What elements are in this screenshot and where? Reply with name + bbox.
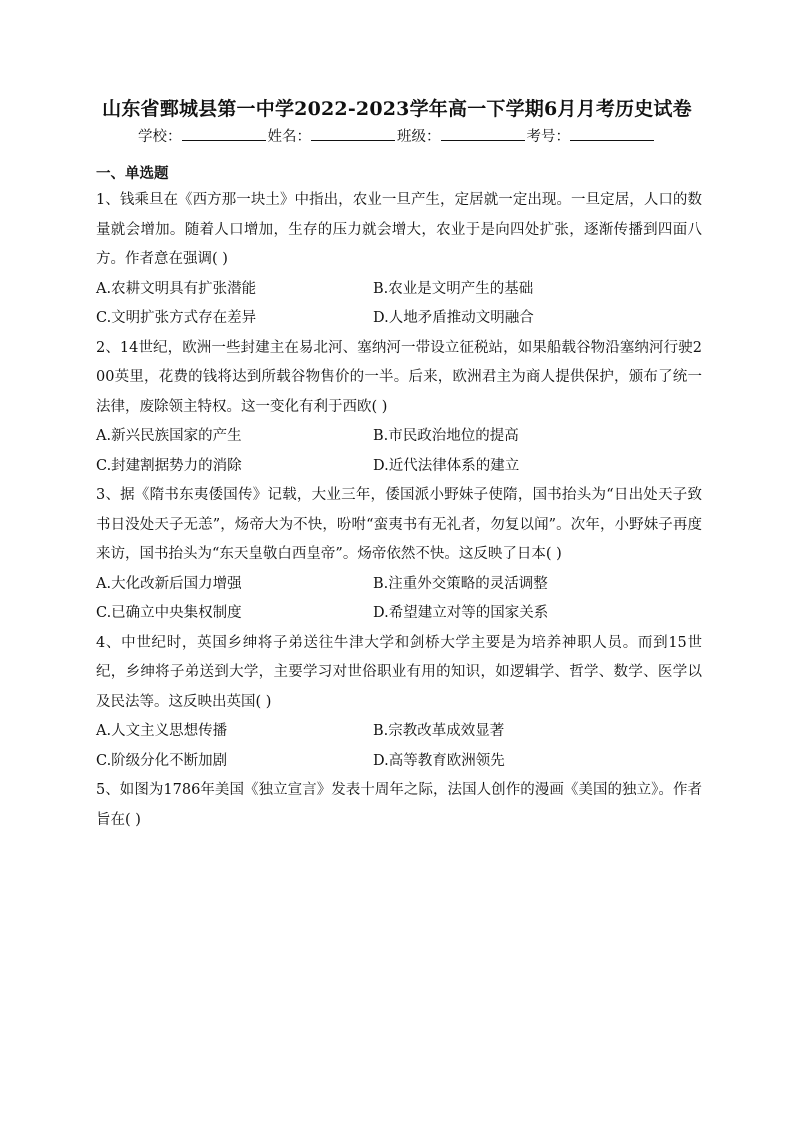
option-d: D.近代法律体系的建立 (373, 457, 520, 474)
school-field (138, 126, 268, 148)
exam-no-field (527, 126, 657, 148)
option-b: B.注重外交策略的灵活调整 (373, 575, 548, 592)
class-blank (441, 126, 525, 141)
question-2 (96, 334, 702, 482)
option-a: A.大化改新后国力增强 (96, 575, 242, 592)
school-blank (182, 126, 266, 141)
name-field (268, 126, 398, 148)
exam-no-blank (570, 126, 654, 141)
exam-no-label: 考号： (526, 129, 570, 145)
option-b: B.农业是文明产生的基础 (373, 280, 534, 297)
student-info-row (0, 126, 794, 148)
question-text: 2、14世纪，欧洲一些封建主在易北河、塞纳河一带设立征税站，如果船载谷物沿塞纳河行驶200英里，花费的钱将达到所载谷物售价的一半。后来，欧洲君主为商人提供保护，颁布了统一法律，废除领主特权。这一变化有利于西欧( ) (96, 339, 702, 415)
question-text: 4、中世纪时，英国乡绅将子弟送往牛津大学和剑桥大学主要是为培养神职人员。而到15世纪，乡绅将子弟送到大学，主要学习对世俗职业有用的知识，如逻辑学、哲学、数学、医学以及民法等。这反映出英国( ) (96, 634, 702, 710)
option-a: A.新兴民族国家的产生 (96, 428, 242, 444)
option-a: A.农耕文明具有扩张潜能 (96, 280, 257, 297)
class-field (397, 126, 527, 148)
school-label: 学校： (138, 129, 182, 145)
question-1 (96, 186, 702, 334)
question-5 (96, 776, 702, 835)
section-heading: 一、单选题 (96, 165, 169, 182)
exam-content (96, 162, 702, 835)
option-c: C.文明扩张方式存在差异 (96, 310, 257, 326)
options-grid (96, 570, 702, 629)
question-3 (96, 481, 702, 629)
option-a: A.人文主义思想传播 (96, 723, 228, 739)
option-d: D.希望建立对等的国家关系 (373, 605, 549, 621)
options-grid (96, 717, 702, 776)
option-c: C.已确立中央集权制度 (96, 605, 242, 621)
option-c: C.阶级分化不断加剧 (96, 752, 228, 769)
page-title: 山东省鄄城县第一中学2022-2023学年高一下学期6月月考历史试卷 (102, 98, 692, 120)
name-label: 姓名： (267, 129, 311, 145)
option-b: B.宗教改革成效显著 (373, 723, 505, 739)
option-b: B.市民政治地位的提高 (373, 428, 519, 444)
option-c: C.封建割据势力的消除 (96, 457, 242, 474)
name-blank (311, 126, 395, 141)
question-text: 3、据《隋书东夷倭国传》记载，大业三年，倭国派小野妹子使隋，国书抬头为“日出处天子致书日没处天子无恙”，炀帝大为不快，吩咐“蛮夷书有无礼者，勿复以闻”。次年，小野妹子再度来访，国书抬头为“东天皇敬白西皇帝”。炀帝依然不快。这反映了日本( ) (96, 487, 702, 562)
options-grid (96, 275, 702, 334)
question-text: 5、如图为1786年美国《独立宣言》发表十周年之际，法国人创作的漫画《美国的独立》。作者旨在( ) (96, 782, 702, 828)
class-label: 班级： (397, 129, 441, 145)
question-4 (96, 629, 702, 777)
options-grid (96, 422, 702, 481)
option-d: D.高等教育欧洲领先 (373, 752, 505, 769)
question-text: 1、钱乘旦在《西方那一块土》中指出，农业一旦产生，定居就一定出现。一旦定居，人口的数量就会增加。随着人口增加，生存的压力就会增大，农业于是向四处扩张，逐渐传播到四面八方。作者意在强调( ) (96, 192, 702, 267)
option-d: D.人地矛盾推动文明融合 (373, 310, 534, 326)
